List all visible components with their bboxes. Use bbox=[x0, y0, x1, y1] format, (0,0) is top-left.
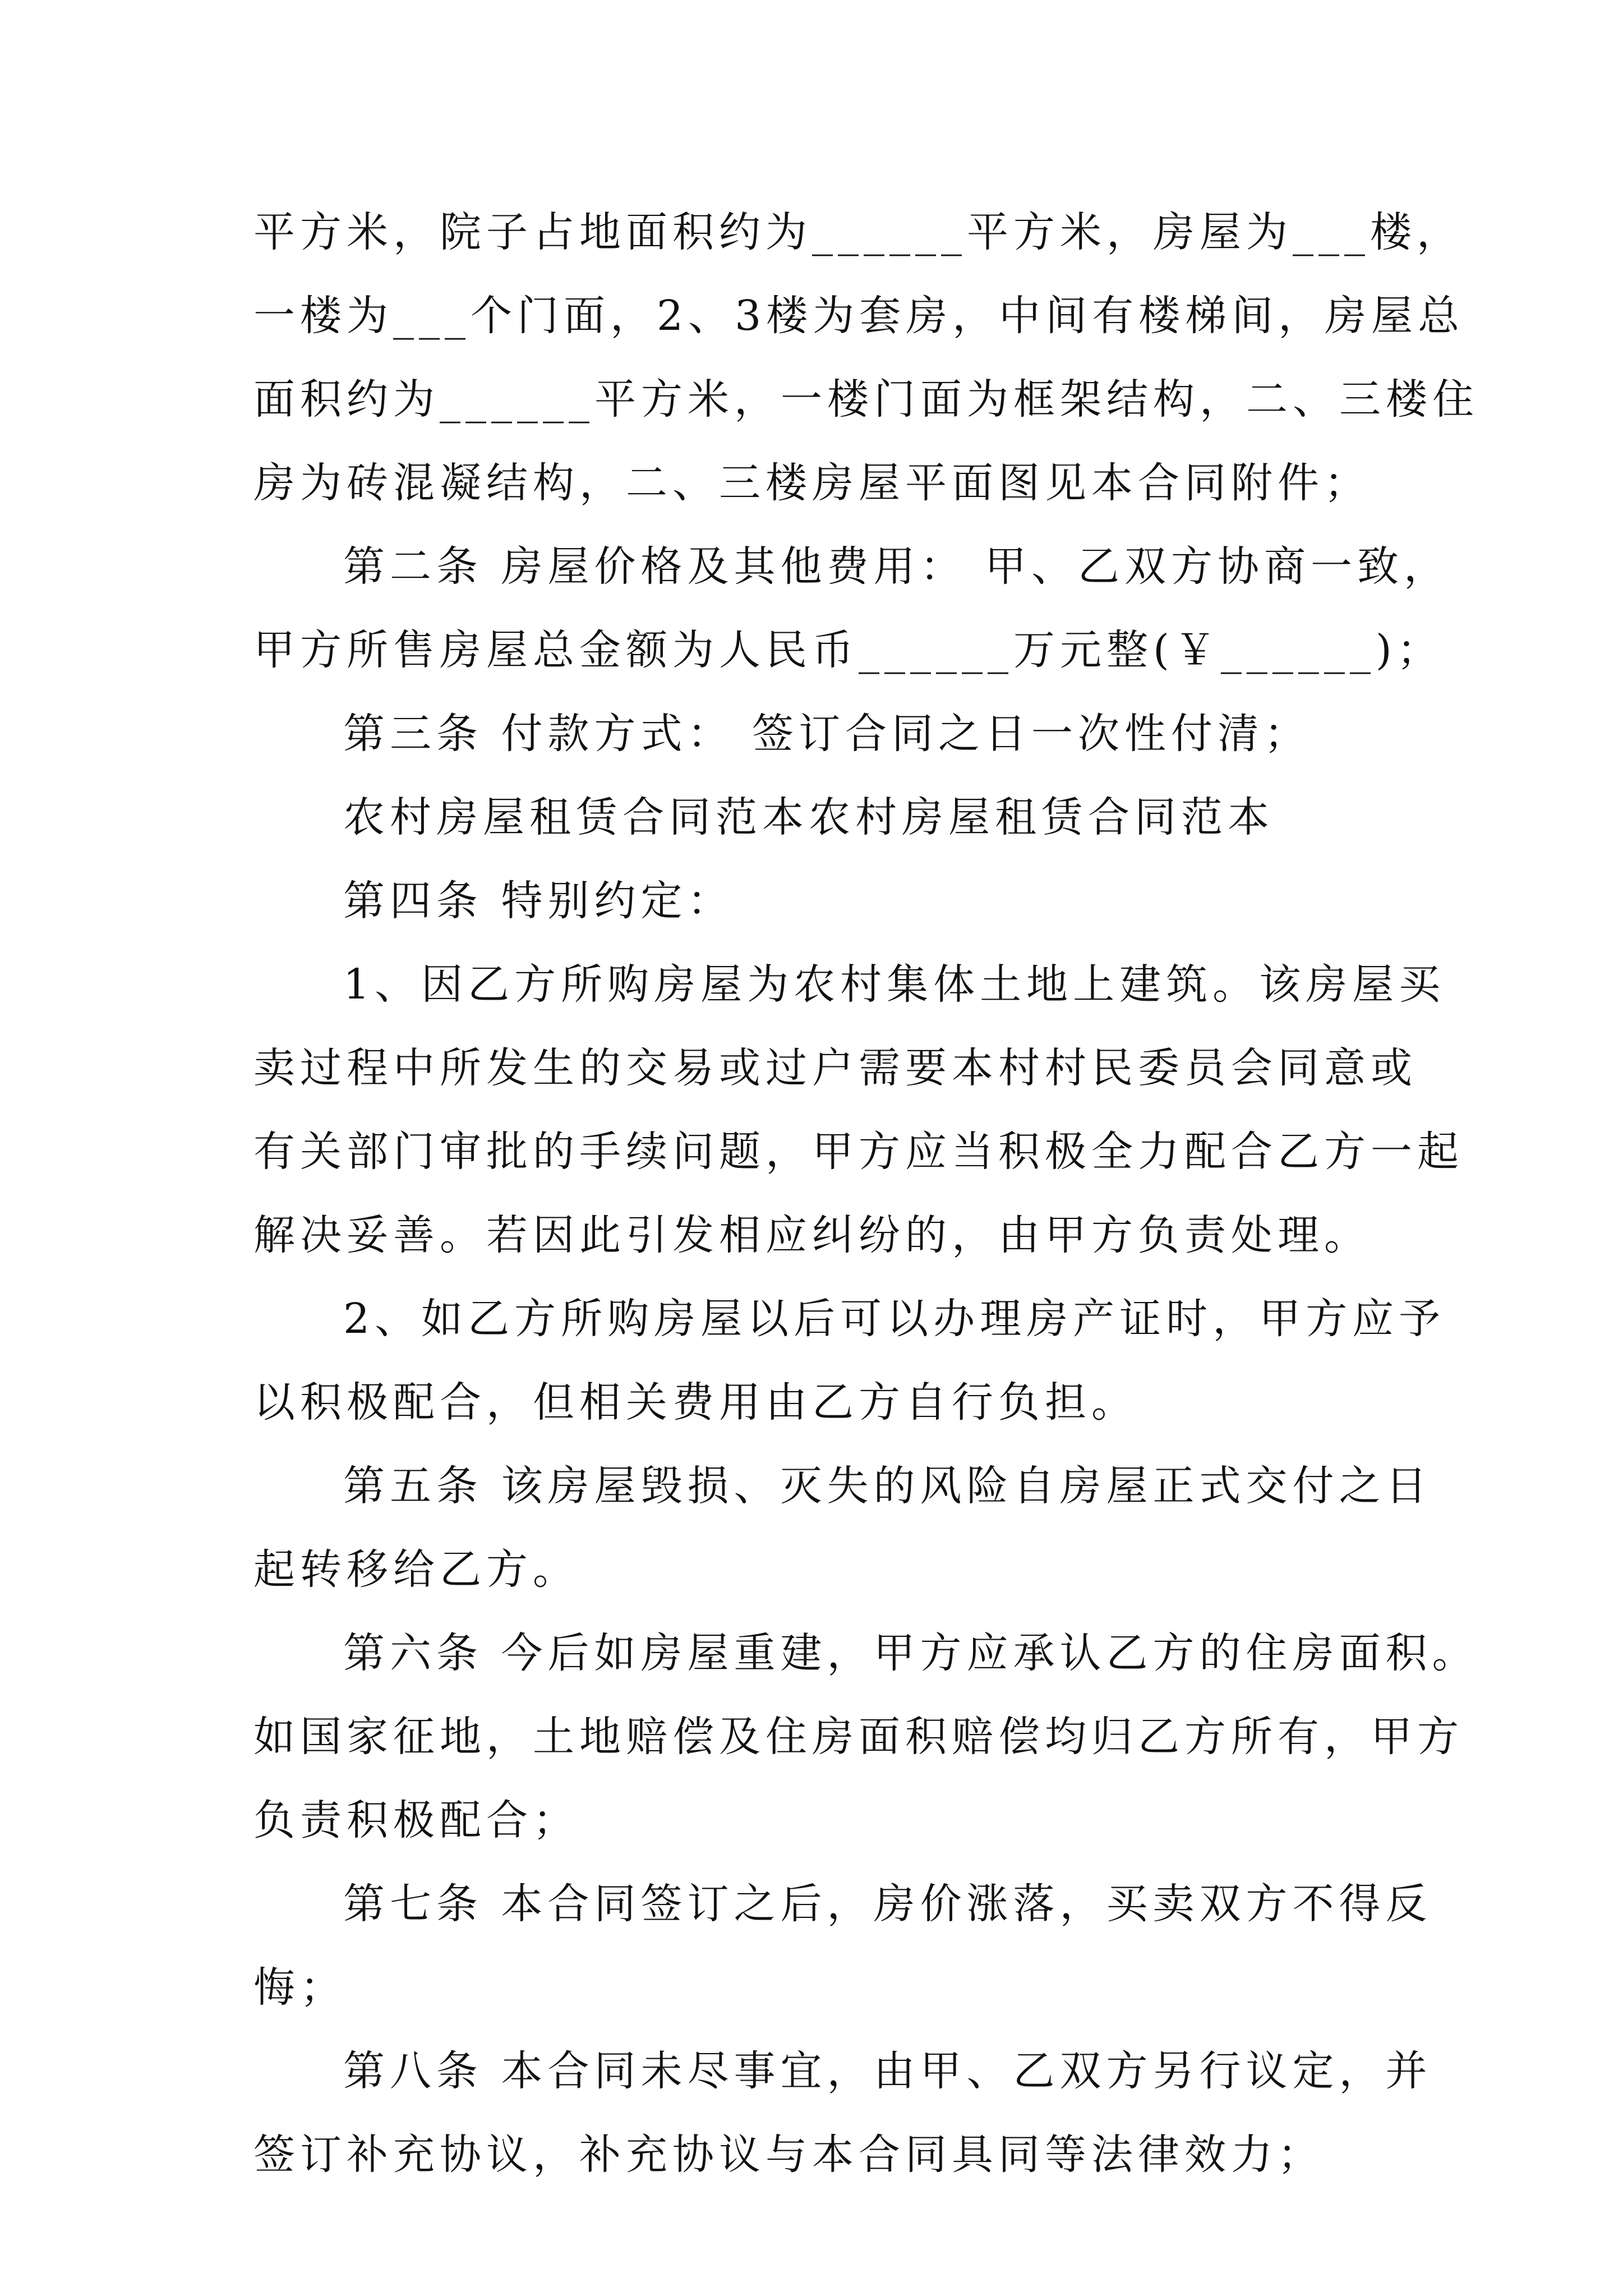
text-line: 卖过程中所发生的交易或过户需要本村村民委员会同意或 bbox=[253, 1044, 1417, 1092]
text-line: 负责积极配合； bbox=[253, 1796, 579, 1844]
text-line: 第七条 本合同签订之后，房价涨落，买卖双方不得反 bbox=[343, 1880, 1432, 1928]
text-line: 第八条 本合同未尽事宜，由甲、乙双方另行议定，并 bbox=[343, 2047, 1432, 2095]
text-line: 第三条 付款方式： 签订合同之日一次性付清； bbox=[343, 710, 1311, 758]
text-line: 有关部门审批的手续问题，甲方应当积极全力配合乙方一起 bbox=[253, 1128, 1464, 1176]
contract-body bbox=[253, 191, 1479, 2197]
text-line: 农村房屋租赁合同范本农村房屋租赁合同范本 bbox=[343, 793, 1274, 841]
text-line: 第五条 该房屋毁损、灭失的风险自房屋正式交付之日 bbox=[343, 1462, 1432, 1510]
text-line: 1、因乙方所购房屋为农村集体土地上建筑。该房屋买 bbox=[343, 960, 1446, 1009]
text-line: 如国家征地，土地赔偿及住房面积赔偿均归乙方所有，甲方 bbox=[253, 1713, 1464, 1761]
text-line: 第六条 今后如房屋重建，甲方应承认乙方的住房面积。 bbox=[343, 1629, 1479, 1677]
text-line: 第二条 房屋价格及其他费用： 甲、乙双方协商一致， bbox=[343, 542, 1451, 591]
text-line: 平方米，院子占地面积约为______平方米，房屋为___楼， bbox=[253, 208, 1463, 256]
text-line: 甲方所售房屋总金额为人民币______万元整(￥______)； bbox=[253, 626, 1444, 674]
text-line: 一楼为___个门面，2、3楼为套房，中间有楼梯间，房屋总 bbox=[253, 292, 1465, 340]
text-line: 解决妥善。若因此引发相应纠纷的，由甲方负责处理。 bbox=[253, 1211, 1371, 1259]
text-line: 签订补充协议，补充协议与本合同具同等法律效力； bbox=[253, 2131, 1324, 2179]
text-line: 起转移给乙方。 bbox=[253, 1545, 579, 1594]
text-line: 悔； bbox=[253, 1963, 347, 2012]
text-line: 以积极配合，但相关费用由乙方自行负担。 bbox=[253, 1378, 1138, 1427]
text-line: 2、如乙方所购房屋以后可以办理房产证时，甲方应予 bbox=[343, 1295, 1446, 1343]
text-line: 面积约为______平方米，一楼门面为框架结构，二、三楼住 bbox=[253, 375, 1479, 424]
text-line: 第四条 特别约定： bbox=[343, 877, 734, 925]
text-line: 房为砖混凝结构，二、三楼房屋平面图见本合同附件； bbox=[253, 459, 1371, 507]
